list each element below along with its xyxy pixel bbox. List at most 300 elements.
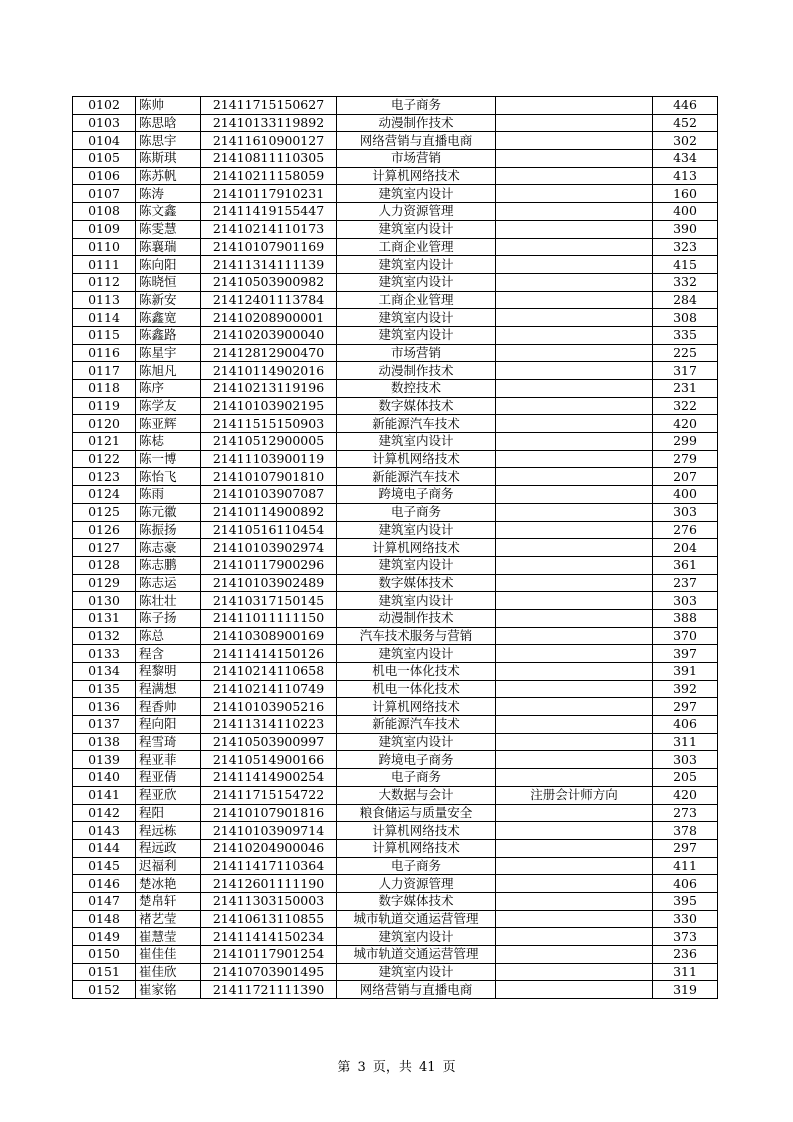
page-number-footer: 第 3 页，共 41 页 bbox=[337, 1060, 456, 1075]
table-row bbox=[73, 503, 718, 521]
score-cell: 400 bbox=[653, 486, 718, 504]
name-cell: 陈雨 bbox=[136, 486, 201, 504]
score-cell: 302 bbox=[653, 132, 718, 150]
note-cell bbox=[496, 503, 653, 521]
name-cell: 陈志鹏 bbox=[136, 556, 201, 574]
table-row bbox=[73, 645, 718, 663]
score-cell: 311 bbox=[653, 963, 718, 981]
name-cell: 陈元徽 bbox=[136, 503, 201, 521]
major-cell: 机电一体化技术 bbox=[337, 663, 496, 681]
seq-cell: 0151 bbox=[73, 963, 136, 981]
student-number-cell: 21411610900127 bbox=[201, 132, 337, 150]
note-cell bbox=[496, 592, 653, 610]
major-cell: 市场营销 bbox=[337, 344, 496, 362]
name-cell: 崔慧莹 bbox=[136, 928, 201, 946]
score-cell: 397 bbox=[653, 645, 718, 663]
note-cell bbox=[496, 309, 653, 327]
table-row bbox=[73, 556, 718, 574]
name-cell: 楚帛轩 bbox=[136, 892, 201, 910]
score-cell: 361 bbox=[653, 556, 718, 574]
student-number-cell: 21411721111390 bbox=[201, 981, 337, 999]
name-cell: 楚冰艳 bbox=[136, 875, 201, 893]
student-number-cell: 21410512900005 bbox=[201, 433, 337, 451]
name-cell: 陈梽 bbox=[136, 433, 201, 451]
score-cell: 319 bbox=[653, 981, 718, 999]
score-cell: 420 bbox=[653, 786, 718, 804]
note-cell bbox=[496, 150, 653, 168]
name-cell: 程远栋 bbox=[136, 822, 201, 840]
table-row bbox=[73, 220, 718, 238]
table-row bbox=[73, 928, 718, 946]
name-cell: 程亚菲 bbox=[136, 751, 201, 769]
major-cell: 建筑室内设计 bbox=[337, 433, 496, 451]
score-cell: 370 bbox=[653, 627, 718, 645]
seq-cell: 0134 bbox=[73, 663, 136, 681]
name-cell: 陈学友 bbox=[136, 397, 201, 415]
major-cell: 电子商务 bbox=[337, 769, 496, 787]
name-cell: 陈雯慧 bbox=[136, 220, 201, 238]
note-cell bbox=[496, 716, 653, 734]
note-cell bbox=[496, 273, 653, 291]
note-cell bbox=[496, 804, 653, 822]
name-cell: 程阳 bbox=[136, 804, 201, 822]
name-cell: 陈志运 bbox=[136, 574, 201, 592]
major-cell: 动漫制作技术 bbox=[337, 114, 496, 132]
note-cell bbox=[496, 627, 653, 645]
table-row bbox=[73, 486, 718, 504]
major-cell: 计算机网络技术 bbox=[337, 539, 496, 557]
note-cell bbox=[496, 875, 653, 893]
major-cell: 建筑室内设计 bbox=[337, 928, 496, 946]
seq-cell: 0136 bbox=[73, 698, 136, 716]
student-number-cell: 21410208900001 bbox=[201, 309, 337, 327]
score-cell: 406 bbox=[653, 716, 718, 734]
name-cell: 崔家铭 bbox=[136, 981, 201, 999]
student-number-cell: 21411414150126 bbox=[201, 645, 337, 663]
major-cell: 建筑室内设计 bbox=[337, 256, 496, 274]
seq-cell: 0122 bbox=[73, 450, 136, 468]
major-cell: 粮食储运与质量安全 bbox=[337, 804, 496, 822]
note-cell bbox=[496, 981, 653, 999]
student-number-cell: 21410703901495 bbox=[201, 963, 337, 981]
name-cell: 陈振扬 bbox=[136, 521, 201, 539]
score-cell: 231 bbox=[653, 380, 718, 398]
table-row bbox=[73, 574, 718, 592]
seq-cell: 0113 bbox=[73, 291, 136, 309]
major-cell: 电子商务 bbox=[337, 503, 496, 521]
name-cell: 程亚倩 bbox=[136, 769, 201, 787]
note-cell bbox=[496, 857, 653, 875]
student-number-cell: 21410516110454 bbox=[201, 521, 337, 539]
student-number-cell: 21411715154722 bbox=[201, 786, 337, 804]
seq-cell: 0145 bbox=[73, 857, 136, 875]
seq-cell: 0126 bbox=[73, 521, 136, 539]
score-cell: 273 bbox=[653, 804, 718, 822]
table-row bbox=[73, 397, 718, 415]
table-row bbox=[73, 769, 718, 787]
student-number-cell: 21411715150627 bbox=[201, 97, 337, 115]
seq-cell: 0135 bbox=[73, 680, 136, 698]
student-number-cell: 21410107901169 bbox=[201, 238, 337, 256]
name-cell: 陈鑫路 bbox=[136, 326, 201, 344]
name-cell: 陈鑫宽 bbox=[136, 309, 201, 327]
student-number-cell: 21411314110223 bbox=[201, 716, 337, 734]
major-cell: 计算机网络技术 bbox=[337, 167, 496, 185]
name-cell: 陈子扬 bbox=[136, 609, 201, 627]
note-cell bbox=[496, 769, 653, 787]
note-cell bbox=[496, 380, 653, 398]
score-cell: 303 bbox=[653, 751, 718, 769]
student-number-cell: 21410811110305 bbox=[201, 150, 337, 168]
student-number-cell: 21411303150003 bbox=[201, 892, 337, 910]
name-cell: 程含 bbox=[136, 645, 201, 663]
note-cell bbox=[496, 539, 653, 557]
score-cell: 317 bbox=[653, 362, 718, 380]
name-cell: 程香帅 bbox=[136, 698, 201, 716]
seq-cell: 0123 bbox=[73, 468, 136, 486]
score-cell: 207 bbox=[653, 468, 718, 486]
seq-cell: 0120 bbox=[73, 415, 136, 433]
table-row bbox=[73, 309, 718, 327]
table-row bbox=[73, 663, 718, 681]
student-number-cell: 21411314111139 bbox=[201, 256, 337, 274]
table-row bbox=[73, 326, 718, 344]
score-cell: 236 bbox=[653, 946, 718, 964]
major-cell: 计算机网络技术 bbox=[337, 698, 496, 716]
seq-cell: 0143 bbox=[73, 822, 136, 840]
student-number-cell: 21410503900982 bbox=[201, 273, 337, 291]
seq-cell: 0117 bbox=[73, 362, 136, 380]
score-cell: 308 bbox=[653, 309, 718, 327]
table-row bbox=[73, 822, 718, 840]
seq-cell: 0115 bbox=[73, 326, 136, 344]
student-number-cell: 21411419155447 bbox=[201, 203, 337, 221]
major-cell: 人力资源管理 bbox=[337, 875, 496, 893]
score-cell: 420 bbox=[653, 415, 718, 433]
major-cell: 跨境电子商务 bbox=[337, 486, 496, 504]
student-number-cell: 21412401113784 bbox=[201, 291, 337, 309]
major-cell: 网络营销与直播电商 bbox=[337, 981, 496, 999]
major-cell: 城市轨道交通运营管理 bbox=[337, 910, 496, 928]
score-cell: 225 bbox=[653, 344, 718, 362]
seq-cell: 0124 bbox=[73, 486, 136, 504]
seq-cell: 0111 bbox=[73, 256, 136, 274]
name-cell: 陈一博 bbox=[136, 450, 201, 468]
note-cell bbox=[496, 946, 653, 964]
name-cell: 陈旭凡 bbox=[136, 362, 201, 380]
note-cell bbox=[496, 220, 653, 238]
score-cell: 160 bbox=[653, 185, 718, 203]
name-cell: 陈晓恒 bbox=[136, 273, 201, 291]
name-cell: 程黎明 bbox=[136, 663, 201, 681]
major-cell: 机电一体化技术 bbox=[337, 680, 496, 698]
note-cell bbox=[496, 132, 653, 150]
student-number-cell: 21410204900046 bbox=[201, 839, 337, 857]
note-cell bbox=[496, 397, 653, 415]
table-row bbox=[73, 839, 718, 857]
seq-cell: 0119 bbox=[73, 397, 136, 415]
table-row bbox=[73, 857, 718, 875]
major-cell: 建筑室内设计 bbox=[337, 185, 496, 203]
student-number-cell: 21411417110364 bbox=[201, 857, 337, 875]
table-row bbox=[73, 981, 718, 999]
table-row bbox=[73, 450, 718, 468]
major-cell: 动漫制作技术 bbox=[337, 362, 496, 380]
name-cell: 陈总 bbox=[136, 627, 201, 645]
seq-cell: 0116 bbox=[73, 344, 136, 362]
student-number-cell: 21410133119892 bbox=[201, 114, 337, 132]
score-cell: 446 bbox=[653, 97, 718, 115]
note-cell bbox=[496, 238, 653, 256]
seq-cell: 0149 bbox=[73, 928, 136, 946]
name-cell: 陈向阳 bbox=[136, 256, 201, 274]
student-number-cell: 21410117901254 bbox=[201, 946, 337, 964]
name-cell: 陈斯琪 bbox=[136, 150, 201, 168]
seq-cell: 0125 bbox=[73, 503, 136, 521]
seq-cell: 0118 bbox=[73, 380, 136, 398]
seq-cell: 0152 bbox=[73, 981, 136, 999]
seq-cell: 0148 bbox=[73, 910, 136, 928]
score-cell: 322 bbox=[653, 397, 718, 415]
major-cell: 工商企业管理 bbox=[337, 291, 496, 309]
table-row bbox=[73, 273, 718, 291]
student-number-cell: 21410103902489 bbox=[201, 574, 337, 592]
major-cell: 大数据与会计 bbox=[337, 786, 496, 804]
score-cell: 204 bbox=[653, 539, 718, 557]
major-cell: 市场营销 bbox=[337, 150, 496, 168]
score-cell: 452 bbox=[653, 114, 718, 132]
score-cell: 378 bbox=[653, 822, 718, 840]
seq-cell: 0144 bbox=[73, 839, 136, 857]
student-number-cell: 21410103907087 bbox=[201, 486, 337, 504]
student-number-cell: 21410214110658 bbox=[201, 663, 337, 681]
major-cell: 新能源汽车技术 bbox=[337, 415, 496, 433]
table-row bbox=[73, 910, 718, 928]
score-cell: 323 bbox=[653, 238, 718, 256]
name-cell: 迟福利 bbox=[136, 857, 201, 875]
table-row bbox=[73, 380, 718, 398]
seq-cell: 0132 bbox=[73, 627, 136, 645]
table-row bbox=[73, 97, 718, 115]
name-cell: 陈思晗 bbox=[136, 114, 201, 132]
score-cell: 373 bbox=[653, 928, 718, 946]
score-cell: 411 bbox=[653, 857, 718, 875]
name-cell: 陈序 bbox=[136, 380, 201, 398]
note-cell bbox=[496, 203, 653, 221]
table-row bbox=[73, 698, 718, 716]
note-cell bbox=[496, 97, 653, 115]
seq-cell: 0129 bbox=[73, 574, 136, 592]
major-cell: 建筑室内设计 bbox=[337, 220, 496, 238]
major-cell: 建筑室内设计 bbox=[337, 592, 496, 610]
table-row bbox=[73, 114, 718, 132]
score-cell: 276 bbox=[653, 521, 718, 539]
table-row bbox=[73, 804, 718, 822]
student-number-cell: 21410103902195 bbox=[201, 397, 337, 415]
major-cell: 工商企业管理 bbox=[337, 238, 496, 256]
seq-cell: 0137 bbox=[73, 716, 136, 734]
note-cell bbox=[496, 521, 653, 539]
note-cell bbox=[496, 450, 653, 468]
student-number-cell: 21410114900892 bbox=[201, 503, 337, 521]
seq-cell: 0112 bbox=[73, 273, 136, 291]
note-cell bbox=[496, 468, 653, 486]
score-cell: 332 bbox=[653, 273, 718, 291]
table-row bbox=[73, 609, 718, 627]
name-cell: 陈帅 bbox=[136, 97, 201, 115]
note-cell bbox=[496, 963, 653, 981]
student-number-cell: 21410103902974 bbox=[201, 539, 337, 557]
score-cell: 284 bbox=[653, 291, 718, 309]
name-cell: 陈襄瑞 bbox=[136, 238, 201, 256]
major-cell: 人力资源管理 bbox=[337, 203, 496, 221]
table-row bbox=[73, 751, 718, 769]
major-cell: 建筑室内设计 bbox=[337, 963, 496, 981]
student-number-cell: 21411103900119 bbox=[201, 450, 337, 468]
major-cell: 电子商务 bbox=[337, 857, 496, 875]
table-row bbox=[73, 344, 718, 362]
note-cell bbox=[496, 326, 653, 344]
score-cell: 335 bbox=[653, 326, 718, 344]
name-cell: 陈新安 bbox=[136, 291, 201, 309]
score-cell: 400 bbox=[653, 203, 718, 221]
name-cell: 陈思宇 bbox=[136, 132, 201, 150]
score-cell: 388 bbox=[653, 609, 718, 627]
table-row bbox=[73, 627, 718, 645]
seq-cell: 0109 bbox=[73, 220, 136, 238]
major-cell: 建筑室内设计 bbox=[337, 645, 496, 663]
note-cell bbox=[496, 291, 653, 309]
name-cell: 陈壮壮 bbox=[136, 592, 201, 610]
note-cell bbox=[496, 822, 653, 840]
note-cell: 注册会计师方向 bbox=[496, 786, 653, 804]
name-cell: 程满想 bbox=[136, 680, 201, 698]
table-row bbox=[73, 539, 718, 557]
name-cell: 陈涛 bbox=[136, 185, 201, 203]
note-cell bbox=[496, 839, 653, 857]
table-row bbox=[73, 680, 718, 698]
note-cell bbox=[496, 910, 653, 928]
table-row bbox=[73, 185, 718, 203]
note-cell bbox=[496, 415, 653, 433]
name-cell: 程亚欣 bbox=[136, 786, 201, 804]
score-cell: 406 bbox=[653, 875, 718, 893]
student-number-cell: 21410514900166 bbox=[201, 751, 337, 769]
note-cell bbox=[496, 362, 653, 380]
major-cell: 建筑室内设计 bbox=[337, 273, 496, 291]
seq-cell: 0102 bbox=[73, 97, 136, 115]
seq-cell: 0133 bbox=[73, 645, 136, 663]
seq-cell: 0121 bbox=[73, 433, 136, 451]
note-cell bbox=[496, 609, 653, 627]
student-score-table bbox=[72, 96, 718, 999]
seq-cell: 0106 bbox=[73, 167, 136, 185]
student-number-cell: 21410308900169 bbox=[201, 627, 337, 645]
note-cell bbox=[496, 680, 653, 698]
table-row bbox=[73, 786, 718, 804]
student-number-cell: 21410214110173 bbox=[201, 220, 337, 238]
student-number-cell: 21410211158059 bbox=[201, 167, 337, 185]
major-cell: 建筑室内设计 bbox=[337, 556, 496, 574]
student-number-cell: 21410114902016 bbox=[201, 362, 337, 380]
major-cell: 动漫制作技术 bbox=[337, 609, 496, 627]
major-cell: 汽车技术服务与营销 bbox=[337, 627, 496, 645]
name-cell: 陈星宇 bbox=[136, 344, 201, 362]
name-cell: 陈亚辉 bbox=[136, 415, 201, 433]
major-cell: 网络营销与直播电商 bbox=[337, 132, 496, 150]
table-row bbox=[73, 946, 718, 964]
seq-cell: 0103 bbox=[73, 114, 136, 132]
seq-cell: 0142 bbox=[73, 804, 136, 822]
student-number-cell: 21412601111190 bbox=[201, 875, 337, 893]
score-cell: 330 bbox=[653, 910, 718, 928]
student-number-cell: 21412812900470 bbox=[201, 344, 337, 362]
score-cell: 279 bbox=[653, 450, 718, 468]
score-cell: 297 bbox=[653, 698, 718, 716]
name-cell: 陈文鑫 bbox=[136, 203, 201, 221]
score-cell: 303 bbox=[653, 592, 718, 610]
table-row bbox=[73, 132, 718, 150]
table-row bbox=[73, 291, 718, 309]
note-cell bbox=[496, 663, 653, 681]
seq-cell: 0114 bbox=[73, 309, 136, 327]
name-cell: 崔佳欣 bbox=[136, 963, 201, 981]
major-cell: 数控技术 bbox=[337, 380, 496, 398]
table-row bbox=[73, 716, 718, 734]
seq-cell: 0140 bbox=[73, 769, 136, 787]
note-cell bbox=[496, 574, 653, 592]
table-row bbox=[73, 256, 718, 274]
note-cell bbox=[496, 114, 653, 132]
major-cell: 建筑室内设计 bbox=[337, 733, 496, 751]
note-cell bbox=[496, 256, 653, 274]
note-cell bbox=[496, 344, 653, 362]
name-cell: 陈怡飞 bbox=[136, 468, 201, 486]
name-cell: 程远政 bbox=[136, 839, 201, 857]
score-cell: 303 bbox=[653, 503, 718, 521]
name-cell: 褚艺莹 bbox=[136, 910, 201, 928]
major-cell: 计算机网络技术 bbox=[337, 822, 496, 840]
note-cell bbox=[496, 892, 653, 910]
major-cell: 建筑室内设计 bbox=[337, 521, 496, 539]
student-number-cell: 21410117910231 bbox=[201, 185, 337, 203]
table-row bbox=[73, 592, 718, 610]
note-cell bbox=[496, 556, 653, 574]
student-number-cell: 21410503900997 bbox=[201, 733, 337, 751]
score-cell: 392 bbox=[653, 680, 718, 698]
table-row bbox=[73, 167, 718, 185]
seq-cell: 0104 bbox=[73, 132, 136, 150]
seq-cell: 0128 bbox=[73, 556, 136, 574]
seq-cell: 0150 bbox=[73, 946, 136, 964]
seq-cell: 0146 bbox=[73, 875, 136, 893]
major-cell: 新能源汽车技术 bbox=[337, 716, 496, 734]
major-cell: 电子商务 bbox=[337, 97, 496, 115]
student-number-cell: 21411414150234 bbox=[201, 928, 337, 946]
major-cell: 新能源汽车技术 bbox=[337, 468, 496, 486]
major-cell: 数字媒体技术 bbox=[337, 574, 496, 592]
note-cell bbox=[496, 733, 653, 751]
table-row bbox=[73, 433, 718, 451]
table-row bbox=[73, 362, 718, 380]
major-cell: 城市轨道交通运营管理 bbox=[337, 946, 496, 964]
table-body bbox=[73, 97, 718, 999]
major-cell: 跨境电子商务 bbox=[337, 751, 496, 769]
student-number-cell: 21410214110749 bbox=[201, 680, 337, 698]
table-row bbox=[73, 150, 718, 168]
seq-cell: 0127 bbox=[73, 539, 136, 557]
seq-cell: 0108 bbox=[73, 203, 136, 221]
